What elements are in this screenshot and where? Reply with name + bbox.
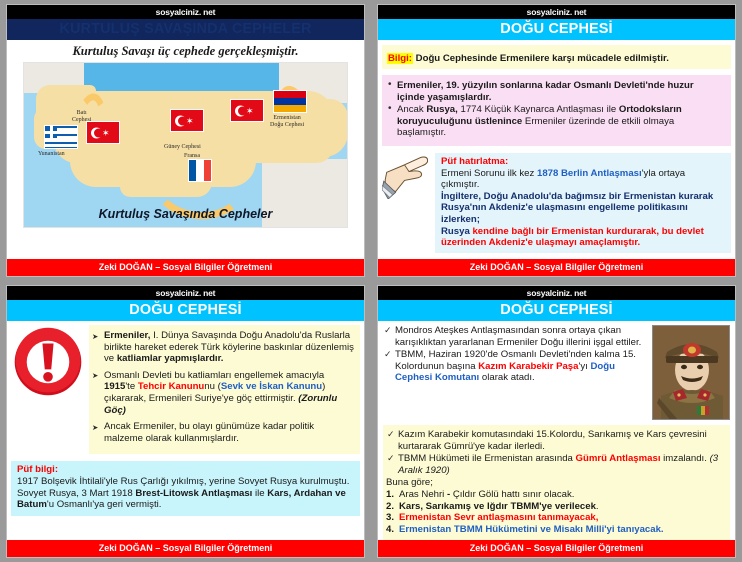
panel3-footer: Zeki DOĞAN – Sosyal Bilgiler Öğretmeni <box>7 540 364 557</box>
panel4-inner <box>377 285 736 558</box>
brand-bar: sosyalciniz. net <box>378 5 735 19</box>
text-highlight-red: Tehcir Kanunu <box>137 381 205 393</box>
text-plain: Ancak Ermeniler, bu olayı günümüze kadar politik malzeme olarak kullanmışlardır. <box>104 421 315 444</box>
list-item <box>386 489 724 501</box>
text-plain: I. Dünya Savaşında Doğu Anadolu'da Ruslarla birlikte hareket ederek Türk köylerine baskınlar düzenlemiş ve <box>104 330 354 365</box>
ermeniler-arrow-list <box>92 330 354 444</box>
text-bold: - <box>446 488 451 500</box>
text-plain: 1774 Küçük Kaynarca Antlaşması ile <box>457 104 619 116</box>
text-bold: Ermeniler, <box>104 330 151 341</box>
brand-bar: sosyalciniz. net <box>378 286 735 300</box>
text-plain: 'u Osmanlı'ya geri vermişti. <box>46 499 162 511</box>
text-bold: Brest-Litowsk Antlaşması <box>135 487 253 499</box>
list-item <box>386 104 723 139</box>
text-plain: Kazım Karabekir komutasındaki 15.Kolordu, Sarıkamış ve Kars çevresini kurtararak Gümrü'ye kadar ilerledi. <box>398 429 707 452</box>
map-label-yunanistan: Yunanistan <box>38 151 65 157</box>
text-plain: Çıldır Gölü hattı sınır olacak. <box>450 488 575 500</box>
map-label-guney-cephesi: Güney Cephesi <box>164 144 201 150</box>
ermeniler-info-box <box>382 75 731 146</box>
text-highlight-blue: Doğu Cephesi Komutanı <box>395 360 615 384</box>
text-plain: TBMM Hükümeti ile Ermenistan arasında <box>398 453 576 465</box>
gumru-terms-list <box>386 489 724 535</box>
puf-line-3: Rusya kendine bağlı bir Ermenistan kurdurarak, bu devlet üzerinden Akdeniz'e ulaşmayı amaçlamıştır. <box>441 225 704 249</box>
list-item <box>92 421 354 444</box>
pointing-hand-icon <box>382 153 430 199</box>
flag-armenia <box>273 90 307 113</box>
text-bold: Kars, Sarıkamış ve Iğdır TBMM'ye verilecek <box>399 500 596 512</box>
list-item <box>386 453 724 476</box>
text-bold: Kars, Ardahan ve Batum <box>17 487 346 511</box>
flag-france <box>188 159 212 182</box>
text-plain: Mondros Ateşkes Antlaşmasından sonra ortaya çıkan karışıklıktan yararlanan Ermeniler Doğu illerini işgal ettiler. <box>395 325 642 348</box>
buna-gore-label: Buna göre; <box>386 477 433 489</box>
text-plain: olarak atadı. <box>479 372 535 384</box>
text-highlight-blue: Sevk ve İskan Kanunu <box>220 381 323 393</box>
text-highlight-red: Ermenistan Sevr antlaşmasını tanımayacak, <box>399 512 599 524</box>
map-caption: Kurtuluş Savaşında Cepheler <box>98 207 273 221</box>
mondros-check-list <box>383 325 646 385</box>
list-item <box>92 370 354 416</box>
flag-turkey-west: ✶ <box>86 121 120 144</box>
list-item <box>386 512 724 524</box>
panel4-title: DOĞU CEPHESİ <box>378 300 735 321</box>
bilgi-text: Doğu Cephesinde Ermenilere karşı mücadele edilmiştir. <box>415 53 669 64</box>
mondros-row <box>383 325 730 420</box>
text-bold: 1915 <box>104 381 126 393</box>
text-plain: Ermeniler üzerinde de etkili olmaya başlamıştır. <box>397 115 675 139</box>
list-item <box>386 524 724 536</box>
panel-kurtulus-savasinda-cepheler <box>0 0 371 281</box>
panel1-footer: Zeki DOĞAN – Sosyal Bilgiler Öğretmeni <box>7 259 364 276</box>
puf-hatirlatma-row <box>382 153 731 253</box>
gumru-box <box>383 425 730 540</box>
panel-dogu-cephesi-1 <box>371 0 742 281</box>
panel4-body <box>378 321 735 540</box>
panel2-body <box>378 40 735 259</box>
bilgi-label: Bilgi: <box>388 53 412 64</box>
list-item <box>386 501 724 513</box>
panel3-inner <box>6 285 365 558</box>
panel1-title: KURTULUŞ SAVAŞINDA CEPHELER <box>7 19 364 40</box>
text-highlight-blue: Ermenistan TBMM Hükümetini ve Misakı Milli'yi tanıyacak. <box>399 523 664 535</box>
brand-bar: sosyalciniz. net <box>7 5 364 19</box>
panel-dogu-cephesi-3 <box>371 281 742 562</box>
panel2-footer: Zeki DOĞAN – Sosyal Bilgiler Öğretmeni <box>378 259 735 276</box>
text-plain: Ancak <box>397 104 427 116</box>
puf-bilgi-heading: Püf bilgi: <box>17 464 59 476</box>
flag-greece <box>44 125 78 149</box>
text-bold: Ortodoksların koruyuculuğunu üstlenince <box>397 104 682 127</box>
list-item <box>386 80 723 103</box>
map-label-fransa: Fransa <box>184 153 200 159</box>
text-bold: Ermeniler, 19. yüzyılın sonlarına kadar Osmanlı Devleti'nde huzur içinde yaşamışlardır. <box>397 80 694 103</box>
panel3-title: DOĞU CEPHESİ <box>7 300 364 321</box>
gumru-check-list <box>386 429 724 476</box>
panel1-subtitle: Kurtuluş Savaşı üç cephede gerçekleşmiştir. <box>72 44 299 58</box>
text-plain: TBMM, Haziran 1920'de Osmanlı Devleti'nden kalma 15. Kolordunun başına <box>395 349 636 372</box>
text-plain: 1917 Bolşevik İhtilali'yle Rus Çarlığı yıkılmış, yerine Sovyet Rusya kurulmuştu. Sovyet Rusya, 3 Mart 1918 <box>17 475 350 499</box>
map-label-ermenistan: Ermenistan Doğu Cephesi <box>270 115 305 128</box>
text-plain: Osmanlı Devleti bu katliamları engellemek amacıyla <box>104 369 325 381</box>
panel1-body <box>7 40 364 259</box>
kazim-karabekir-portrait <box>652 325 730 420</box>
text-plain: . <box>595 500 599 512</box>
puf-line-1: Ermeni Sorunu ilk kez 1878 Berlin Antlaşması'yla ortaya çıkmıştır. <box>441 167 686 191</box>
text-bold: katliamlar yapmışlardır. <box>116 353 224 365</box>
text-plain: nu ( <box>204 381 221 393</box>
brand-bar: sosyalciniz. net <box>7 286 364 300</box>
puf-bilgi-text <box>17 476 354 511</box>
panel-dogu-cephesi-2 <box>0 281 371 562</box>
text-plain: 'te <box>125 381 138 393</box>
list-item <box>92 330 354 365</box>
puf-bilgi-box <box>11 461 360 515</box>
panel2-title: DOĞU CEPHESİ <box>378 19 735 40</box>
puf-line-2: İngiltere, Doğu Anadolu'da bağımsız bir Ermenistan kurarak Rusya'nın Akdeniz'e ulaşmasını engelleme politikasını izlerken; <box>441 190 714 225</box>
panel3-body <box>7 321 364 540</box>
puf-hatirlatma-box <box>435 153 731 253</box>
map-label-bati-cephesi: Batı Cephesi <box>72 110 92 123</box>
text-bold-italic: (Zorunlu Göç) <box>104 392 338 416</box>
panel2-inner <box>377 4 736 277</box>
flag-turkey-center: ✶ <box>170 109 204 132</box>
text-highlight-red: Gümrü Antlaşması <box>575 453 661 465</box>
list-item <box>383 325 646 348</box>
puf-heading: Püf hatırlatma: <box>441 155 509 167</box>
ermeniler-warning-row <box>11 325 360 454</box>
ermeniler-bullet-list <box>386 80 723 139</box>
text-plain: Aras Nehri <box>399 488 447 500</box>
text-bold: Rusya, <box>426 104 458 116</box>
flag-turkey-east: ✶ <box>230 99 264 122</box>
text-plain: 'yı <box>578 360 591 372</box>
list-item <box>386 429 724 452</box>
list-item <box>383 349 646 384</box>
text-plain: imzalandı. <box>660 453 710 465</box>
bilgi-box <box>382 45 731 69</box>
text-italic: (3 Aralık 1920) <box>398 453 719 476</box>
text-plain: ile <box>252 487 268 499</box>
text-highlight-red: Kazım Karabekir Paşa <box>478 360 579 372</box>
map-turkey <box>23 62 348 228</box>
panel4-footer: Zeki DOĞAN – Sosyal Bilgiler Öğretmeni <box>378 540 735 557</box>
text-plain: ) çıkararak, Ermenileri Suriye'ye göç ettirmiştir. <box>104 381 326 404</box>
exclamation-circle-icon <box>11 325 85 399</box>
panel1-inner <box>6 4 365 277</box>
ermeniler-list-box <box>89 325 360 454</box>
